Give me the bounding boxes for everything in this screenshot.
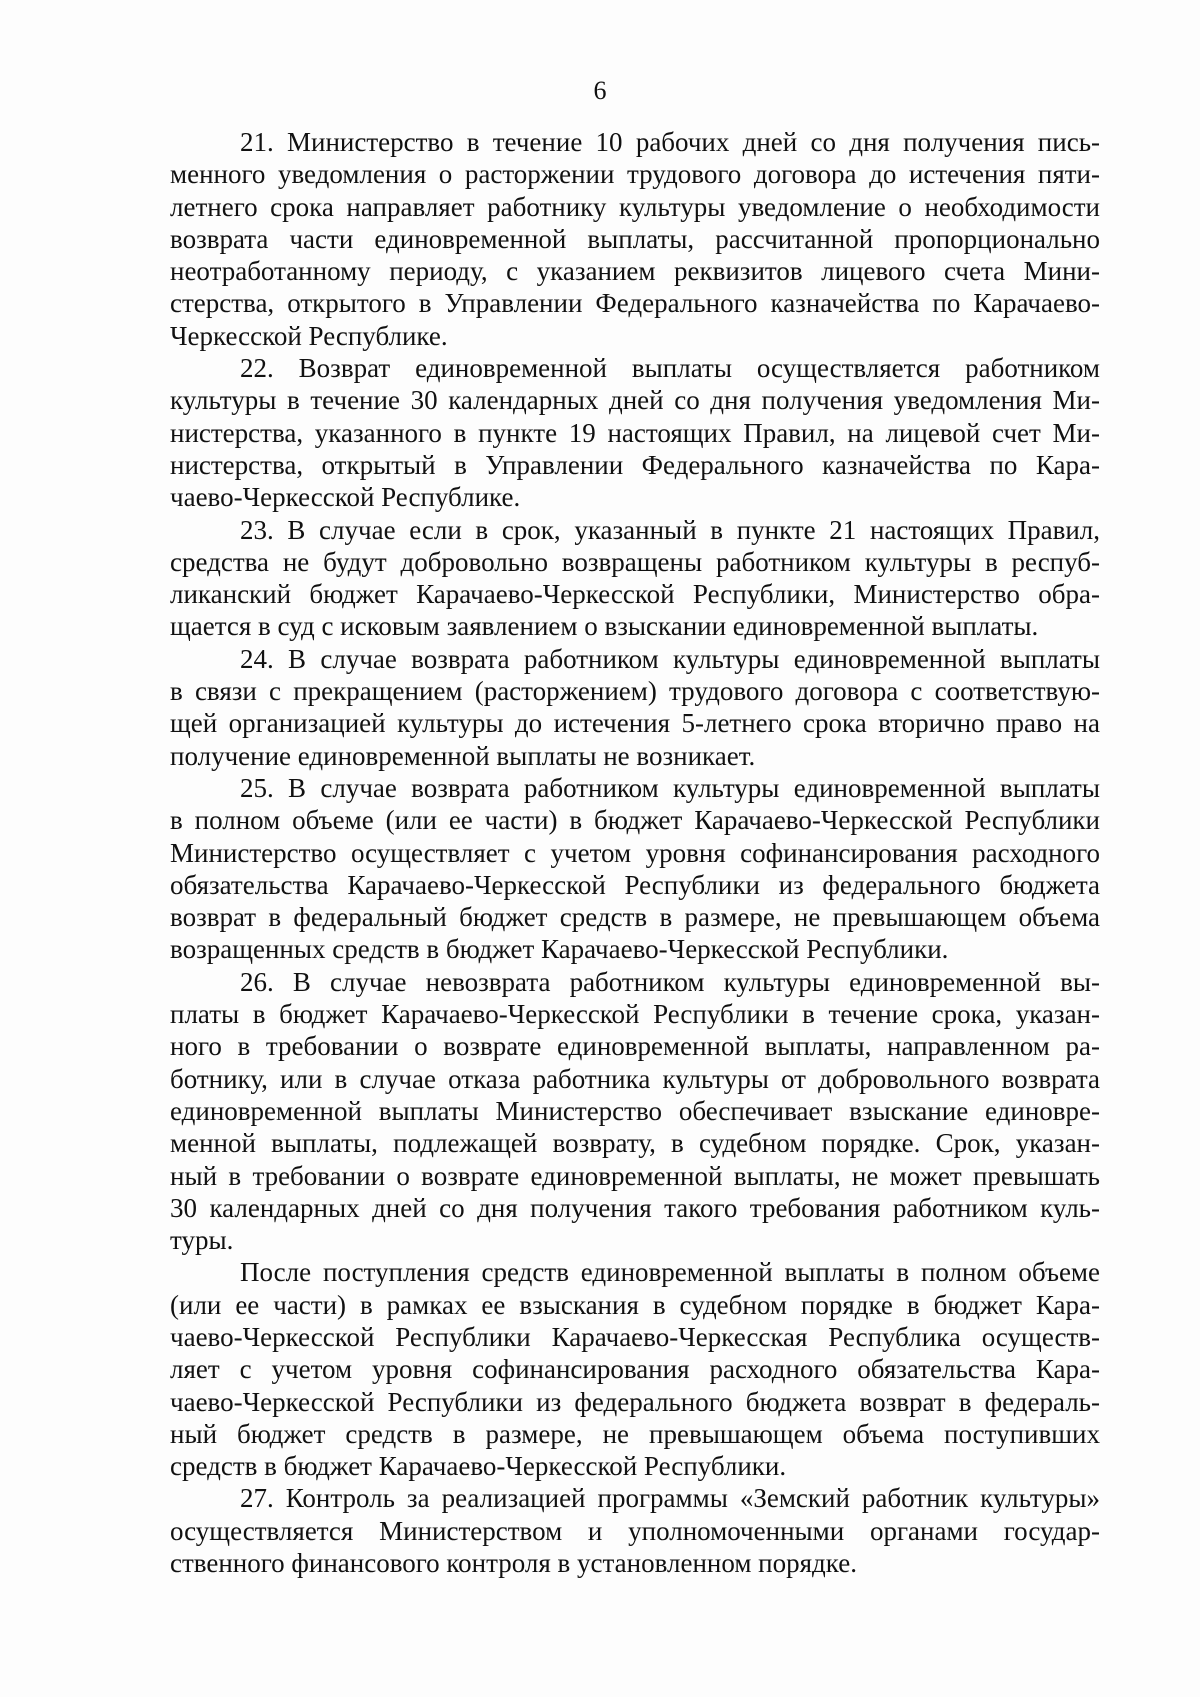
paragraph-line: средства не будут добровольно возвращены работником культуры в респуб-: [170, 546, 1100, 577]
paragraph-line: чаево-Черкесской Республики из федерального бюджета возврат в федераль-: [170, 1386, 1100, 1417]
paragraph-line: ляет с учетом уровня софинансирования расходного обязательства Кара-: [170, 1354, 1100, 1385]
paragraph-line: ственного финансового контроля в установленном порядке.: [170, 1548, 857, 1579]
paragraph-line: 21. Министерство в течение 10 рабочих дней со дня получения пись-: [240, 127, 1100, 157]
paragraph-line: стерства, открытого в Управлении Федерального казначейства по Карачаево-: [170, 288, 1100, 319]
paragraph-line: ного в требовании о возврате единовременной выплаты, направленном ра-: [170, 1031, 1100, 1062]
paragraph: [170, 352, 1100, 513]
paragraph-line: обязательства Карачаево-Черкесской Республики из федерального бюджета: [170, 869, 1100, 900]
paragraph-line: 23. В случае если в срок, указанный в пункте 21 настоящих Правил,: [240, 514, 1100, 545]
paragraph-line: ный в требовании о возврате единовременной выплаты, не может превышать: [170, 1160, 1100, 1191]
paragraph-line: ный бюджет средств в размере, не превышающем объема поступивших: [170, 1418, 1100, 1449]
paragraph-line: После поступления средств единовременной выплаты в полном объеме: [240, 1257, 1100, 1288]
paragraph-line: летнего срока направляет работнику культуры уведомление о необходимости: [170, 191, 1100, 222]
paragraph-line: осуществляется Министерством и уполномоченными органами государ-: [170, 1515, 1100, 1546]
paragraph-line: 24. В случае возврата работником культуры единовременной выплаты: [240, 643, 1100, 674]
paragraph-line: 22. Возврат единовременной выплаты осуществляется работником: [240, 353, 1100, 384]
paragraph-line: платы в бюджет Карачаево-Черкесской Республики в течение срока, указан-: [170, 999, 1100, 1030]
paragraph: [170, 966, 1100, 1257]
paragraph-line: неотработанному периоду, с указанием реквизитов лицевого счета Мини-: [170, 256, 1100, 287]
paragraph-line: чаево-Черкесской Республике.: [170, 482, 521, 513]
document-body: [170, 126, 1100, 1579]
paragraph-line: культуры в течение 30 календарных дней со дня получения уведомления Ми-: [170, 385, 1100, 416]
paragraph-line: возврата части единовременной выплаты, рассчитанной пропорционально: [170, 223, 1100, 254]
paragraph-line: менной выплаты, подлежащей возврату, в судебном порядке. Срок, указан-: [170, 1128, 1100, 1159]
paragraph: [170, 1482, 1100, 1579]
paragraph-line: 30 календарных дней со дня получения такого требования работником куль-: [170, 1192, 1100, 1223]
paragraph-line: возврат в федеральный бюджет средств в размере, не превышающем объема: [170, 902, 1100, 933]
paragraph-line: чаево-Черкесской Республики Карачаево-Черкесская Республика осуществ-: [170, 1321, 1100, 1352]
paragraph-line: в связи с прекращением (расторжением) трудового договора с соответствую-: [170, 676, 1100, 707]
paragraph-line: щей организацией культуры до истечения 5-летнего срока вторично право на: [170, 708, 1100, 739]
paragraph-line: (или ее части) в рамках ее взыскания в судебном порядке в бюджет Кара-: [170, 1289, 1100, 1320]
paragraph: [170, 1256, 1100, 1482]
paragraph-line: средств в бюджет Карачаево-Черкесской Республики.: [170, 1451, 787, 1482]
page-number: 6: [593, 76, 607, 105]
paragraph-line: 25. В случае возврата работником культуры единовременной выплаты: [240, 772, 1100, 803]
paragraph-line: ботнику, или в случае отказа работника культуры от добровольного возврата: [170, 1063, 1100, 1094]
paragraph-line: получение единовременной выплаты не возникает.: [170, 740, 756, 771]
paragraph-line: щается в суд с исковым заявлением о взыскании единовременной выплаты.: [170, 611, 1039, 642]
paragraph-line: в полном объеме (или ее части) в бюджет Карачаево-Черкесской Республики: [170, 805, 1100, 836]
paragraph-line: 26. В случае невозврата работником культуры единовременной вы-: [240, 966, 1100, 997]
paragraph-line: менного уведомления о расторжении трудового договора до истечения пяти-: [170, 159, 1100, 190]
paragraph-line: нистерства, указанного в пункте 19 настоящих Правил, на лицевой счет Ми-: [170, 417, 1100, 448]
paragraph-line: единовременной выплаты Министерство обеспечивает взыскание единовре-: [170, 1095, 1100, 1126]
paragraph: [170, 772, 1100, 966]
paragraph-line: ликанский бюджет Карачаево-Черкесской Республики, Министерство обра-: [170, 579, 1100, 610]
paragraph: [170, 643, 1100, 772]
paragraph: [170, 126, 1100, 352]
paragraph: [170, 514, 1100, 643]
paragraph-line: туры.: [170, 1225, 234, 1256]
paragraph-line: 27. Контроль за реализацией программы «Земский работник культуры»: [240, 1483, 1100, 1514]
paragraph-line: Черкесской Республике.: [170, 320, 448, 351]
paragraph-line: нистерства, открытый в Управлении Федерального казначейства по Кара-: [170, 449, 1100, 480]
paragraph-line: Министерство осуществляет с учетом уровня софинансирования расходного: [170, 837, 1100, 868]
paragraph-line: возращенных средств в бюджет Карачаево-Черкесской Республики.: [170, 934, 949, 965]
